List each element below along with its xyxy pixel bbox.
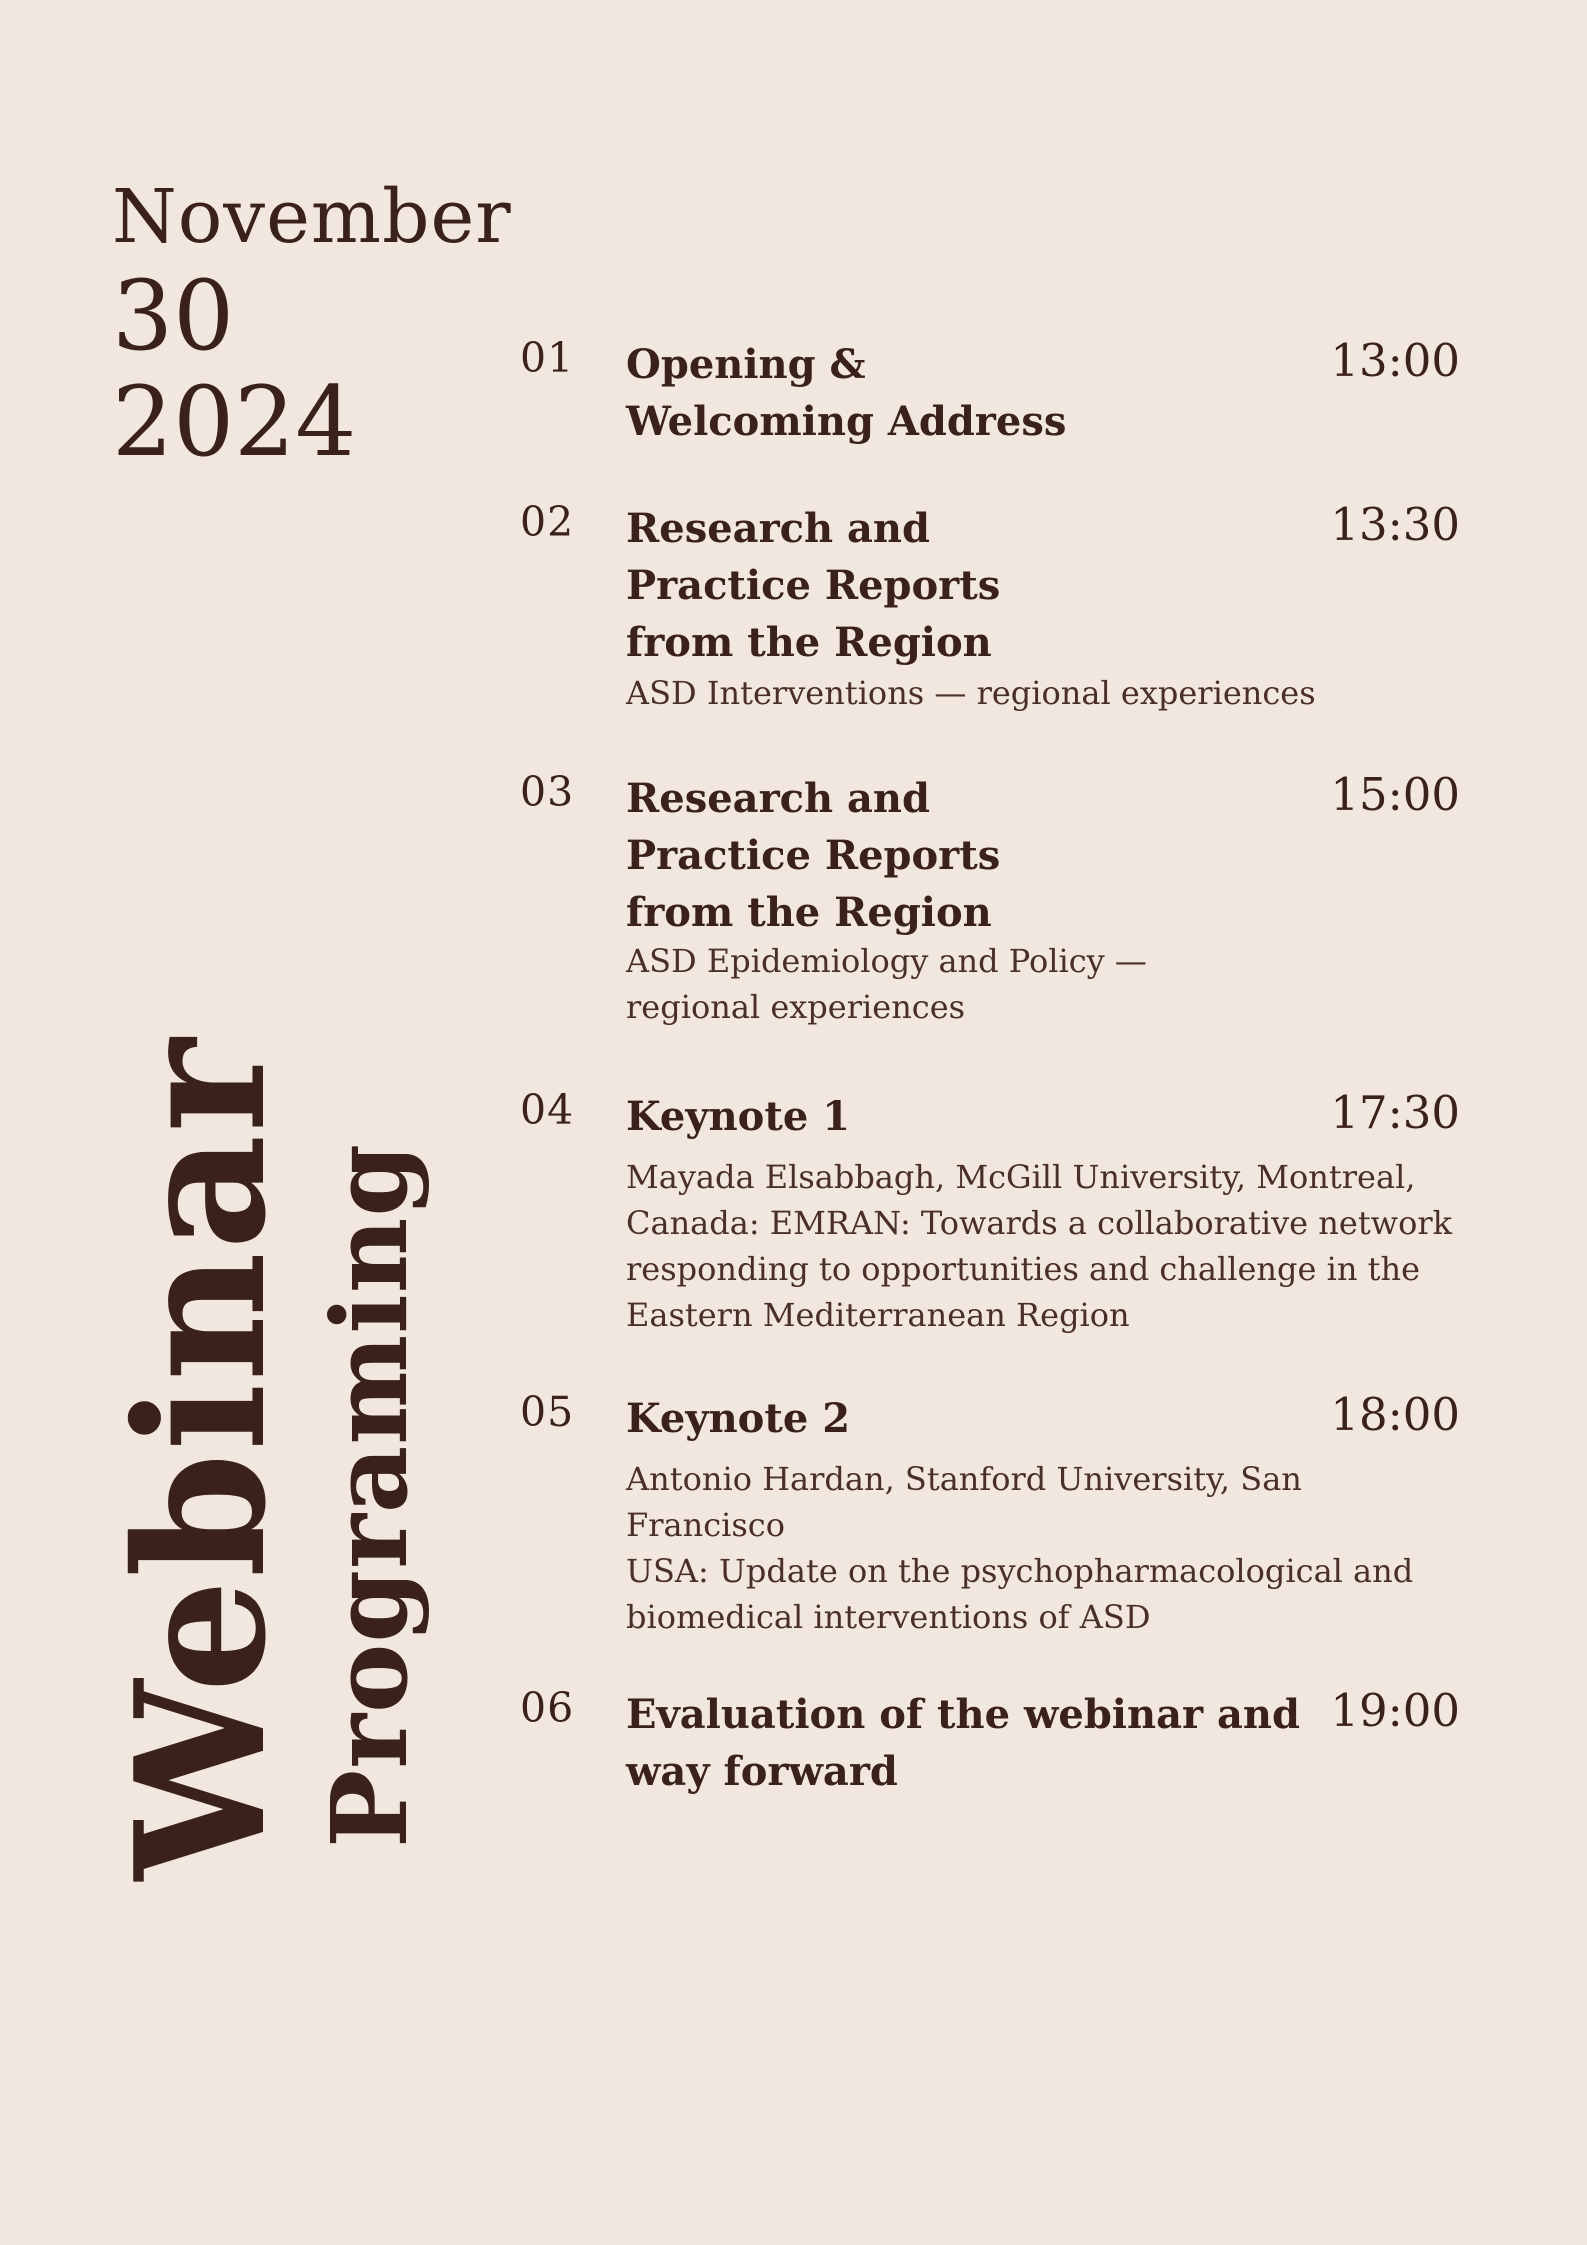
item-number: 06 bbox=[520, 1684, 575, 1732]
item-title: Keynote 2 bbox=[626, 1395, 851, 1442]
item-number: 01 bbox=[520, 334, 575, 382]
item-title: Keynote 1 bbox=[626, 1093, 851, 1140]
item-title: Opening & Welcoming Address bbox=[626, 341, 1067, 445]
item-time: 13:30 bbox=[1330, 498, 1460, 551]
item-title: Evaluation of the webinar and way forward bbox=[626, 1691, 1300, 1795]
program-item-02 bbox=[520, 500, 1460, 720]
webinar-title: Webinar bbox=[96, 1036, 305, 1880]
item-time: 19:00 bbox=[1330, 1684, 1460, 1737]
date-day: 30 bbox=[112, 260, 235, 372]
program-item-04 bbox=[520, 1088, 1460, 1338]
item-description: ASD Epidemiology and Policy — regional experiences bbox=[626, 942, 1147, 1026]
program-item-05 bbox=[520, 1388, 1460, 1636]
item-number: 04 bbox=[520, 1086, 575, 1134]
program-item-01 bbox=[520, 336, 1460, 456]
event-date bbox=[112, 174, 532, 478]
item-title: Research and Practice Reports from the Region bbox=[626, 775, 1001, 936]
item-number: 05 bbox=[520, 1388, 575, 1436]
item-number: 03 bbox=[520, 768, 575, 816]
program-item-06 bbox=[520, 1686, 1460, 1806]
item-number: 02 bbox=[520, 498, 575, 546]
programing-subtitle: Programing bbox=[308, 1142, 431, 1848]
date-year: 2024 bbox=[112, 366, 357, 478]
item-time: 18:00 bbox=[1330, 1388, 1460, 1441]
item-title: Research and Practice Reports from the Region bbox=[626, 505, 1001, 666]
item-time: 15:00 bbox=[1330, 768, 1460, 821]
item-description: Antonio Hardan, Stanford University, San Francisco USA: Update on the psychopharmacological and biomedical interventions of ASD bbox=[626, 1460, 1414, 1636]
item-time: 17:30 bbox=[1330, 1086, 1460, 1139]
item-description: ASD Interventions — regional experiences bbox=[626, 674, 1316, 712]
item-description: Mayada Elsabbagh, McGill University, Montreal, Canada: EMRAN: Towards a collaborative network responding to opportunities and challenge in the Eastern Mediterranean Region bbox=[626, 1158, 1453, 1334]
program-item-03 bbox=[520, 770, 1460, 1030]
date-month: November bbox=[112, 174, 512, 260]
item-time: 13:00 bbox=[1330, 334, 1460, 387]
